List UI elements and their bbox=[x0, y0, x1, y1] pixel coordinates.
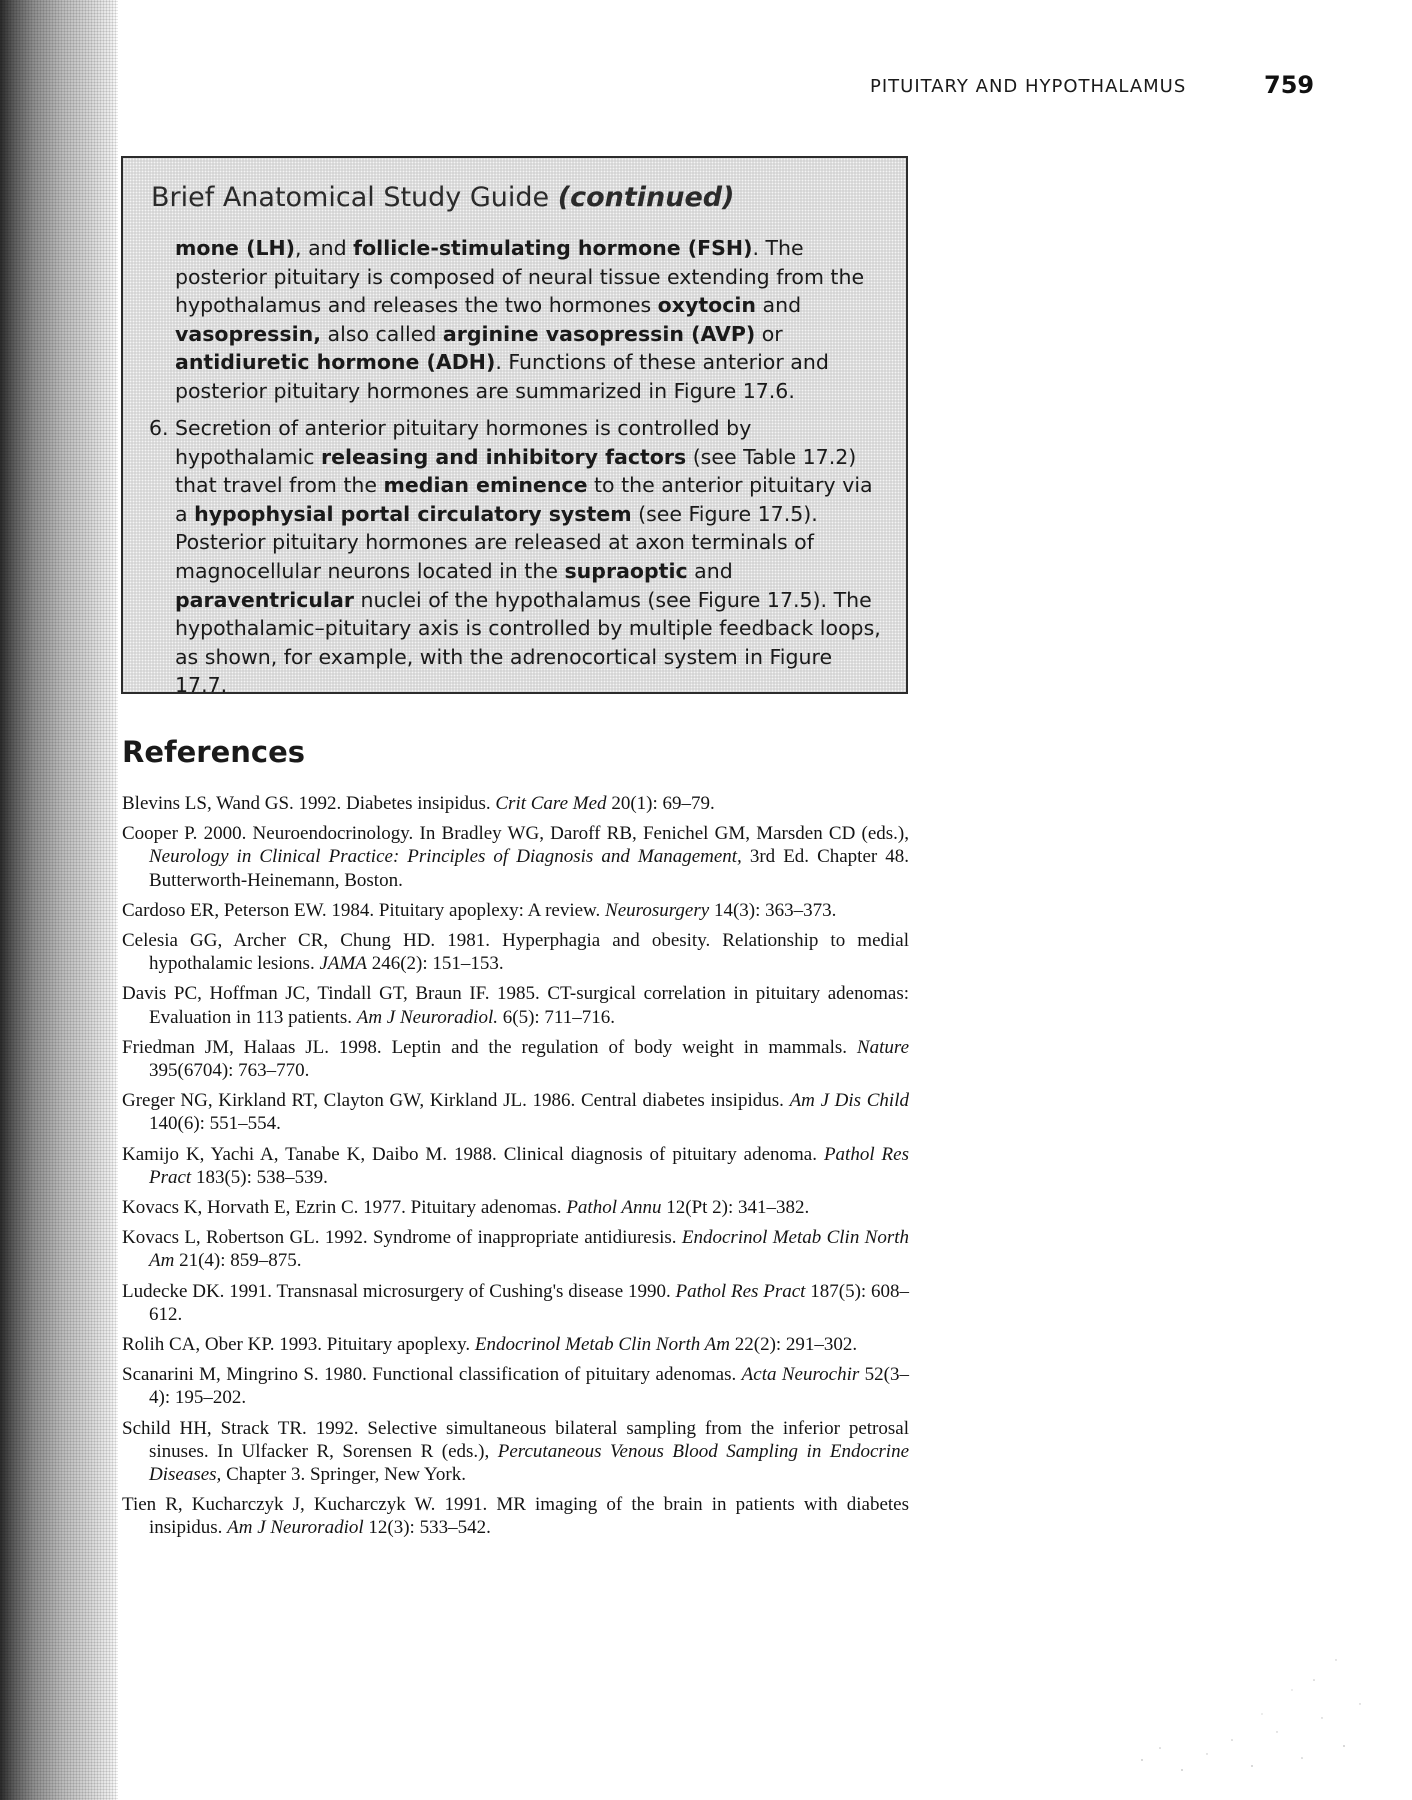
reference-text: 12(3): 533–542. bbox=[363, 1517, 491, 1539]
journal-title: Am J Neuroradiol bbox=[227, 1517, 364, 1539]
text-run: . The posterior pituitary is composed of neural tissue extending from the hypothalamus and releases the two hormones bbox=[175, 236, 865, 318]
reference-text: 395(6704): 763–770. bbox=[149, 1060, 310, 1082]
journal-title: Nature bbox=[856, 1036, 909, 1058]
bold-term: mone (LH) bbox=[175, 236, 296, 260]
reference-text: Kovacs L, Robertson GL. 1992. Syndrome of inappropriate antidiuresis. bbox=[122, 1227, 682, 1249]
references-list bbox=[122, 792, 909, 1547]
reference-item bbox=[122, 982, 909, 1028]
text-run: or bbox=[755, 321, 783, 346]
reference-text: Tien R, Kucharczyk J, Kucharczyk W. 1991. MR imaging of the brain in patients with diabetes insipidus. bbox=[122, 1494, 909, 1539]
reference-item bbox=[122, 1143, 909, 1189]
text-run: also called bbox=[320, 321, 443, 346]
journal-title: Pathol Res Pract bbox=[675, 1280, 806, 1302]
text-run: and bbox=[687, 558, 733, 583]
bold-term: paraventricular bbox=[175, 587, 354, 612]
reference-item bbox=[122, 1493, 909, 1539]
reference-text: 52(3–4): 195–202. bbox=[149, 1364, 910, 1409]
journal-title: Acta Neurochir bbox=[741, 1364, 860, 1386]
reference-text: Blevins LS, Wand GS. 1992. Diabetes insipidus. bbox=[122, 793, 496, 814]
study-guide-title-main: Brief Anatomical Study Guide bbox=[151, 182, 550, 213]
text-run: (see Table 17.2) that travel from the bbox=[175, 444, 857, 498]
bold-term: median eminence bbox=[383, 473, 588, 498]
study-guide-box bbox=[121, 156, 908, 698]
reference-text: Kovacs K, Horvath E, Ezrin C. 1977. Pituitary adenomas. bbox=[122, 1197, 567, 1219]
study-guide-item-6 bbox=[149, 414, 887, 700]
reference-text: 12(Pt 2): 341–382. bbox=[661, 1197, 810, 1219]
reference-text: Cooper P. 2000. Neuroendocrinology. In Bradley WG, Daroff RB, Fenichel GM, Marsden CD (eds.), bbox=[122, 823, 909, 845]
text-run: . Functions of these anterior and posterior pituitary hormones are summarized in Figure 17.6. bbox=[175, 350, 829, 403]
journal-title: Pathol Res Pract bbox=[149, 1143, 909, 1188]
references-heading: References bbox=[122, 735, 306, 769]
reference-item bbox=[122, 1333, 909, 1356]
reference-item bbox=[122, 1196, 909, 1219]
journal-title: JAMA bbox=[319, 953, 367, 975]
reference-text: 22(2): 291–302. bbox=[730, 1334, 858, 1356]
reference-text: Friedman JM, Halaas JL. 1998. Leptin and the regulation of body weight in mammals. bbox=[122, 1036, 857, 1058]
book-spine-shadow bbox=[0, 0, 118, 1800]
bold-term: vasopressin, bbox=[175, 321, 321, 346]
reference-text: 6(5): 711–716. bbox=[498, 1006, 615, 1028]
reference-text: 183(5): 538–539. bbox=[191, 1166, 328, 1188]
reference-text: Schild HH, Strack TR. 1992. Selective simultaneous bilateral sampling from the inferior petrosal sinuses. In Ulfacker R, Sorensen R (eds.), bbox=[122, 1417, 909, 1462]
reference-item bbox=[122, 1226, 909, 1272]
journal-title: Endocrinol Metab Clin North Am bbox=[149, 1227, 910, 1272]
journal-title: Am J Neuroradiol. bbox=[356, 1006, 498, 1028]
reference-item bbox=[122, 1280, 909, 1326]
bold-term: follicle-stimulating hormone (FSH) bbox=[353, 236, 753, 260]
study-guide-title bbox=[151, 182, 734, 213]
reference-text: Chapter 3. Springer, New York. bbox=[221, 1464, 466, 1486]
reference-text: Kamijo K, Yachi A, Tanabe K, Daibo M. 1988. Clinical diagnosis of pituitary adenoma. bbox=[122, 1143, 824, 1165]
reference-text: 187(5): 608–612. bbox=[149, 1280, 909, 1325]
reference-text: Rolih CA, Ober KP. 1993. Pituitary apoplexy. bbox=[122, 1334, 475, 1356]
text-run: and bbox=[756, 293, 802, 318]
reference-item bbox=[122, 1089, 909, 1135]
reference-item bbox=[122, 822, 909, 892]
scan-speckle-decoration bbox=[1112, 1620, 1372, 1780]
reference-text: 3rd Ed. Chapter 48. Butterworth-Heinemann, Boston. bbox=[149, 846, 910, 891]
study-guide-title-suffix: (continued) bbox=[557, 182, 735, 213]
reference-item bbox=[122, 929, 909, 975]
journal-title: Am J Dis Child bbox=[789, 1090, 909, 1112]
reference-text: 20(1): 69–79. bbox=[606, 793, 715, 814]
journal-title: Pathol Annu bbox=[566, 1197, 662, 1219]
text-run: , and bbox=[295, 236, 354, 260]
journal-title: Endocrinol Metab Clin North Am bbox=[474, 1334, 730, 1356]
text-run: (see Figure 17.5). Posterior pituitary hormones are released at axon terminals of magnocellular neurons located in the bbox=[175, 501, 818, 583]
text-run: Secretion of anterior pituitary hormones is controlled by hypothalamic bbox=[175, 416, 752, 469]
bold-term: supraoptic bbox=[564, 558, 688, 583]
reference-text: 14(3): 363–373. bbox=[709, 899, 837, 921]
reference-text: Ludecke DK. 1991. Transnasal microsurgery of Cushing's disease 1990. bbox=[122, 1280, 676, 1302]
reference-text: 246(2): 151–153. bbox=[366, 953, 504, 975]
reference-text: 21(4): 859–875. bbox=[174, 1250, 302, 1272]
bold-term: hypophysial portal circulatory system bbox=[194, 501, 632, 526]
reference-item bbox=[122, 792, 909, 815]
reference-item bbox=[122, 899, 909, 922]
page-number: 759 bbox=[1264, 71, 1315, 99]
reference-item bbox=[122, 1363, 909, 1409]
reference-text: Cardoso ER, Peterson EW. 1984. Pituitary apoplexy: A review. bbox=[122, 899, 606, 921]
text-run: nuclei of the hypothalamus (see Figure 17.5). The hypothalamic–pituitary axis is controlled by multiple feedback loops, as shown, for example, with the adrenocortical system in Figure 17.7. bbox=[175, 587, 881, 698]
reference-item bbox=[122, 1417, 909, 1487]
reference-text: Scanarini M, Mingrino S. 1980. Functional classification of pituitary adenomas. bbox=[122, 1364, 742, 1386]
journal-title: Neurosurgery bbox=[605, 899, 710, 921]
item-number: 6. bbox=[149, 416, 169, 440]
bold-term: oxytocin bbox=[657, 293, 756, 318]
reference-text: Greger NG, Kirkland RT, Clayton GW, Kirkland JL. 1986. Central diabetes insipidus. bbox=[122, 1090, 790, 1112]
bold-term: arginine vasopressin (AVP) bbox=[442, 321, 756, 346]
reference-text: Davis PC, Hoffman JC, Tindall GT, Braun IF. 1985. CT-surgical correlation in pituitary adenomas: Evaluation in 113 patients. bbox=[122, 983, 909, 1028]
bold-term: releasing and inhibitory factors bbox=[320, 444, 687, 469]
journal-title: Neurology in Clinical Practice: Principles of Diagnosis and Management, bbox=[149, 846, 742, 868]
reference-text: 140(6): 551–554. bbox=[149, 1113, 281, 1135]
item-6-text bbox=[175, 416, 881, 697]
reference-text: Celesia GG, Archer CR, Chung HD. 1981. Hyperphagia and obesity. Relationship to medial hypothalamic lesions. bbox=[122, 930, 909, 975]
text-run: to the anterior pituitary via a bbox=[175, 473, 873, 526]
bold-term: antidiuretic hormone (ADH) bbox=[175, 350, 496, 375]
running-head: PITUITARY AND HYPOTHALAMUS bbox=[870, 76, 1187, 97]
study-guide-paragraph bbox=[175, 234, 887, 406]
journal-title: Crit Care Med bbox=[495, 793, 607, 814]
reference-item bbox=[122, 1036, 909, 1082]
journal-title: Percutaneous Venous Blood Sampling in Endocrine Diseases, bbox=[149, 1440, 909, 1486]
